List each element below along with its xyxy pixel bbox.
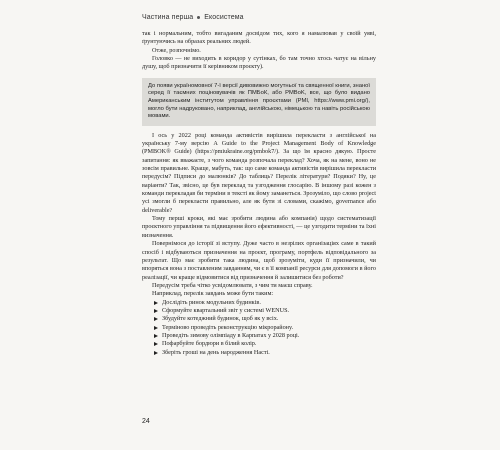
paragraph: Тому перші кроки, які має зробити людина або компанія) щодо систематизації проєктного управління та підвищення його ефективності, — це узгодити терміни та їхні визначення.	[142, 215, 376, 239]
paragraph: Головко — не виходить в коридор у сутінках, бо там точно хтось чатує на вільну душу, щоб призначити її керівником проєкту).	[142, 55, 376, 71]
task-list-item: Зберіть гроші на день народження Насті.	[154, 349, 376, 357]
paragraph: так і нормальним, тобто вигаданим досвідом тих, кого я намалював у своїй уяві, ґрунтуючись на образах реальних людей.	[142, 30, 376, 46]
task-list-item: Проведіть зимову олімпіаду в Карпатах у 2028 році.	[154, 332, 376, 340]
header-part: Частина перша	[142, 14, 194, 21]
paragraph: Повернімося до історії зі вступу. Дуже часто в незрілих організаціях саме в такий спосіб і відбуваються призначення на проєкт, програму, портфель відповідального за результат. Що має зробити така людина, щоб зрозуміти, куди її призначили, чи впоряться вона з поставленим завданням, чи є в її компанії ресурси для допомоги в його реалізації, чи краще відмовитися від призначення й залишитися без роботи?	[142, 240, 376, 281]
task-list-item: Пофарбуйте бордюри в білий колір.	[154, 340, 376, 348]
task-list-item: Терміново проведіть реконструкцію мікрорайону.	[154, 324, 376, 332]
paragraph: Наприклад, перелік завдань може бути таким:	[152, 290, 274, 298]
header-chapter: Екосистема	[204, 14, 244, 21]
running-header	[142, 14, 244, 21]
paragraph: Отже, розпочнімо.	[152, 46, 201, 54]
task-list-item: Збудуйте котеджний будинок, щоб як у всіх.	[154, 315, 376, 323]
task-list	[142, 299, 376, 357]
header-separator	[197, 16, 200, 19]
page-body	[142, 30, 376, 357]
page-number: 24	[142, 418, 150, 425]
paragraph: Передусім треба чітко усвідомлювати, з чим ти маєш справу.	[152, 281, 313, 289]
paragraph: І ось у 2022 році команда активістів вирішила перекласти з англійської на українську 7-му версію A Guide to the Project Management Body of Knowledge (PMBOK® Guide) (https://pmiukraine.org/pmbok7/). За що їм красно дякую. Просте запитання: як вважаєте, з чого команда розпочала переклад? Хоча, як на мене, воно не зовсім правильне. Краще, мабуть, так: що саме команда активістів вирішила перекласти передусім? Підписи до малюнків? До таблиць? Перелік літератури? Подяки? Ну, це варіанти? Так, звісно, це був переклад та узгодження глосарію. В іншому разі кожен з команди перекладав би терміни в тексті як йому заманеться. Зрозуміло, що слово project усі змогли б перекласти правильно, але як бути зі словами, скажімо, governance або deliverable?	[142, 131, 376, 214]
task-list-item: Сформуйте квартальний звіт у системі WENUS.	[154, 307, 376, 315]
task-list-item: Дослідіть ринок модульних будинків.	[154, 299, 376, 307]
callout-box: До появи україномовної 7-ї версії дивовижно могутньої та священної книги, знаної серед її таємних поціновувачів як ПМБоК, або PMBoK, все, що було видано Американським інститутом управління проєктами (PMI, https://www.pmi.org/), могло бути надруковано, наприклад, англійською, німецькою та навіть російською мовами.	[142, 78, 376, 126]
